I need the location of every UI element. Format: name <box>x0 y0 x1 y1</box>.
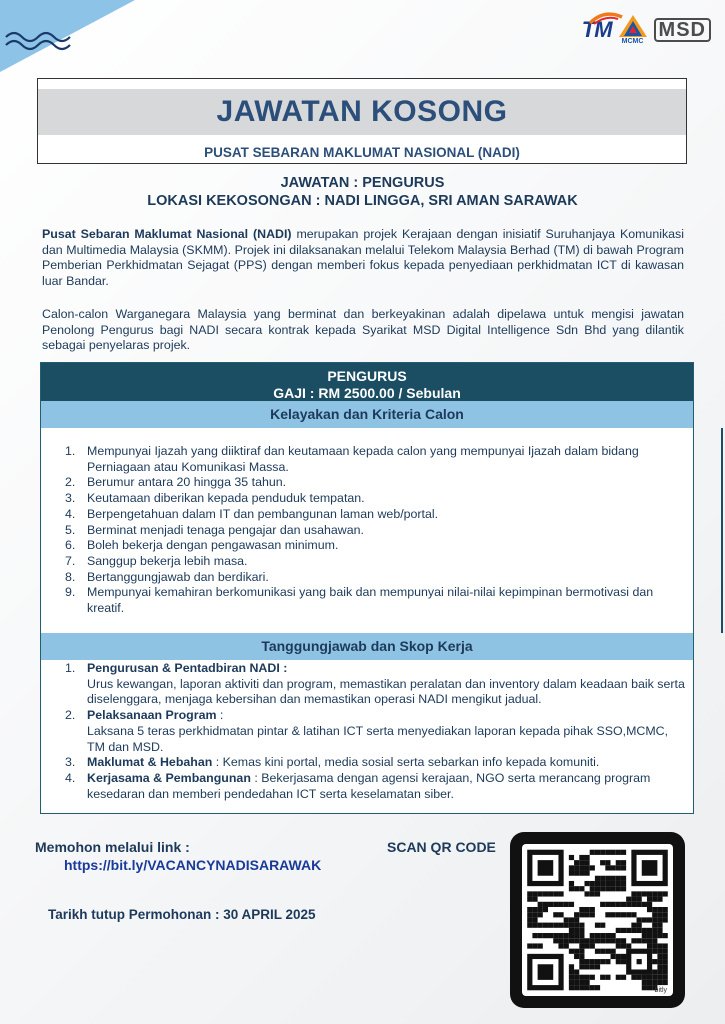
intro-body: merupakan projek Kerajaan dengan inisiatif Suruhanjaya Komunikasi dan Multimedia Malaysia (SKMM). Projek ini dilaksanakan melalui Telekom Malaysia Berhad (TM) di bawah Program Pemberian Perkhidmatan Sejagat (PPS) dengan memberi fokus kepada penyediaan perkhidmatan ICT di kawasan luar Bandar. <box>42 227 685 288</box>
intro-paragraph-1 <box>42 227 684 289</box>
duty-title: Kerjasama & Pembangunan <box>87 770 251 785</box>
item-number: 3. <box>65 491 76 506</box>
duties-list <box>65 661 685 802</box>
qr-code[interactable] <box>522 844 673 996</box>
job-position: JAWATAN : PENGURUS <box>280 175 445 191</box>
item-text <box>87 661 685 708</box>
item-text: Berminat menjadi tenaga pengajar dan usahawan. <box>87 522 364 537</box>
duty-item <box>65 661 685 708</box>
duty-item <box>65 755 685 771</box>
qualification-item <box>65 585 685 616</box>
scan-qr-label: SCAN QR CODE <box>387 839 496 855</box>
card-header <box>41 363 693 401</box>
item-number: 5. <box>65 522 76 537</box>
duty-body: Urus kewangan, laporan aktiviti dan program, memastikan peralatan dan inventory dalam keadaan baik serta diselenggara, menjaga kebersihan dan memastikan operasi NADI mengikut jadual. <box>87 676 685 707</box>
item-text: Berumur antara 20 hingga 35 tahun. <box>87 475 287 490</box>
item-number: 1. <box>65 661 76 675</box>
item-text: Keutamaan diberikan kepada penduduk tempatan. <box>87 491 365 506</box>
qualifications-heading: Kelayakan dan Kriteria Calon <box>41 401 693 428</box>
intro-org-name: Pusat Sebaran Maklumat Nasional (NADI) <box>42 227 292 241</box>
item-number: 7. <box>65 553 76 568</box>
title-band <box>38 89 686 135</box>
item-number: 2. <box>65 708 76 723</box>
duty-title-suffix: : <box>216 708 224 723</box>
apply-label: Memohon melalui link : <box>35 839 190 855</box>
duties-heading: Tanggungjawab dan Skop Kerja <box>41 633 693 660</box>
item-number: 4. <box>65 506 76 521</box>
duty-title: Pelaksanaan Program <box>87 708 217 723</box>
mcmc-logo-text: MCMC <box>621 38 644 45</box>
qualification-item <box>65 444 685 475</box>
apply-link[interactable]: https://bit.ly/VACANCYNADISARAWAK <box>64 857 322 873</box>
duty-inline-text: : Bekerjasama dengan agensi kerajaan, NGO serta merancang program kesedaran dan memberi pendedahan ICT serta keselamatan siber. <box>87 770 651 801</box>
tm-logo-text: TM <box>581 16 612 42</box>
card-title: PENGURUS <box>327 368 407 384</box>
item-number: 2. <box>65 475 76 490</box>
duty-title: Pengurusan & Pentadbiran NADI : <box>87 661 288 675</box>
qr-code-frame <box>510 832 685 1008</box>
page-title: JAWATAN KOSONG <box>216 95 508 128</box>
qualification-item <box>65 507 685 523</box>
duty-item <box>65 771 685 802</box>
closing-date: Tarikh tutup Permohonan : 30 APRIL 2025 <box>48 907 316 922</box>
page-subtitle: PUSAT SEBARAN MAKLUMAT NASIONAL (NADI) <box>204 145 520 160</box>
item-text <box>87 708 685 755</box>
qualification-item <box>65 570 685 586</box>
wave-decoration-icon <box>4 28 84 54</box>
intro-paragraph-2: Calon-calon Warganegara Malaysia yang berminat dan berkeyakinan adalah dipelawa untuk mengisi jawatan Penolong Pengurus bagi NADI secara kontrak kepada Syarikat MSD Digital Intelligence Sdn Bhd yang dilantik sebagai penyelaras projek. <box>42 307 684 352</box>
qr-code-icon <box>522 844 673 996</box>
duty-item <box>65 708 685 755</box>
item-text: Mempunyai kemahiran berkomunikasi yang baik dan mempunyai nilai-nilai kepimpinan bermotivasi dan kreatif. <box>87 585 654 616</box>
item-text: Boleh bekerja dengan pengawasan minimum. <box>87 538 339 553</box>
item-text: Mempunyai Ijazah yang diiktiraf dan keutamaan kepada calon yang mempunyai Ijazah dalam bidang Perniagaan atau Komunikasi Massa. <box>87 444 639 474</box>
qr-brand: bitly <box>654 987 667 994</box>
qualification-item <box>65 491 685 507</box>
job-location: LOKASI KEKOSONGAN : NADI LINGGA, SRI AMAN SARAWAK <box>147 193 578 209</box>
tm-logo <box>582 17 612 43</box>
item-number: 4. <box>65 770 76 785</box>
item-text <box>87 771 685 802</box>
tm-swoosh-icon <box>588 11 624 25</box>
title-box <box>37 78 687 164</box>
item-text: Sanggup bekerja lebih masa. <box>87 553 248 568</box>
qualification-item <box>65 475 685 491</box>
edge-line-decoration <box>721 428 723 633</box>
item-text: Berpengetahuan dalam IT dan pembangunan laman web/portal. <box>87 506 439 521</box>
duty-body: Laksana 5 teras perkhidmatan pintar & latihan ICT serta menyediakan laporan kepada pihak SSO,MCMC, TM dan MSD. <box>87 723 669 754</box>
item-number: 3. <box>65 755 76 770</box>
item-number: 1. <box>65 444 76 458</box>
partner-logos <box>582 14 711 45</box>
duty-inline-text: : Kemas kini portal, media sosial serta sebarkan info kepada komuniti. <box>212 755 600 770</box>
qualification-item <box>65 523 685 539</box>
qualification-item <box>65 554 685 570</box>
item-number: 9. <box>65 585 76 600</box>
item-number: 8. <box>65 569 76 584</box>
item-number: 6. <box>65 538 76 553</box>
item-text <box>87 755 685 771</box>
qualifications-list <box>65 444 685 617</box>
msd-logo: MSD <box>654 18 711 42</box>
item-text: Bertanggungjawab dan berdikari. <box>87 569 269 584</box>
job-card <box>40 362 694 814</box>
qualification-item <box>65 538 685 554</box>
salary: GAJI : RM 2500.00 / Sebulan <box>273 385 461 401</box>
duty-title: Maklumat & Hebahan <box>87 755 213 770</box>
